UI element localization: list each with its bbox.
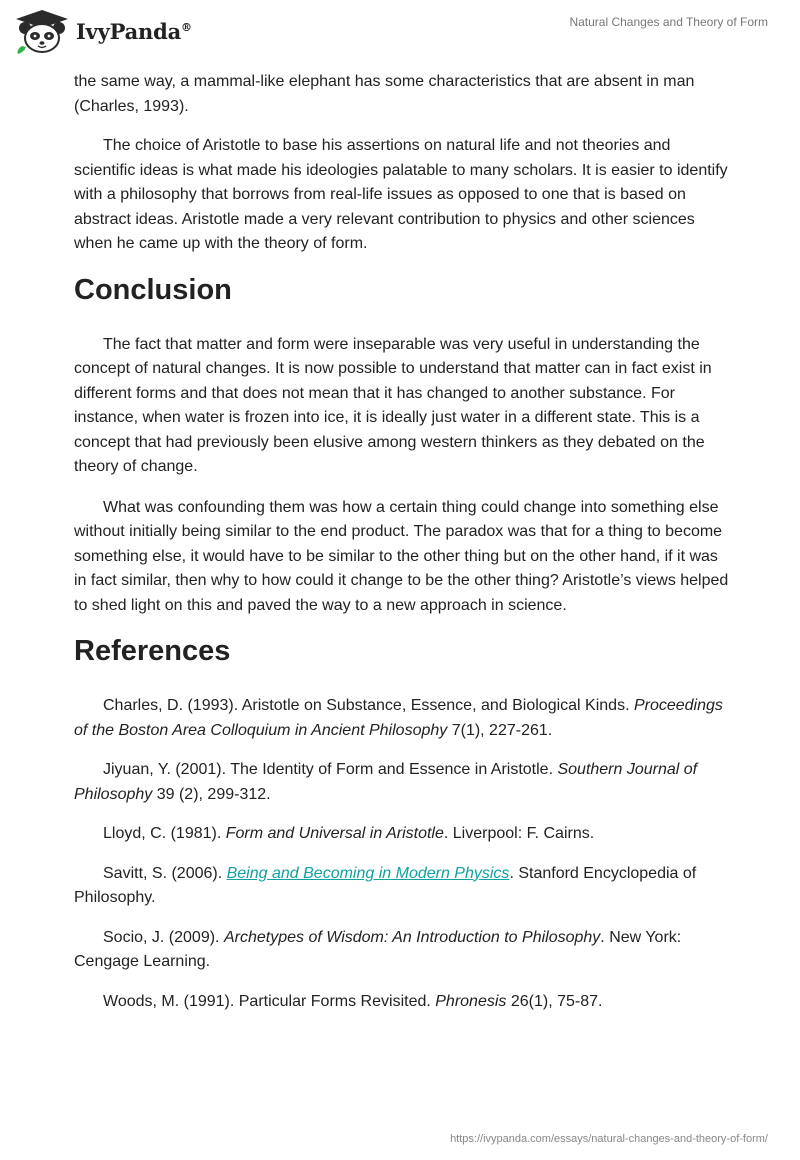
source-url: https://ivypanda.com/essays/natural-changes-and-theory-of-form/ [450, 1133, 768, 1145]
references-heading: References [74, 635, 231, 667]
logo-wordmark [76, 19, 192, 44]
reference-source: Proceedings of the Boston Area Colloquium in Ancient Philosophy [74, 697, 723, 739]
reference-text: 39 (2), 299-312. [152, 785, 271, 803]
reference-source: Form and Universal in Aristotle [225, 825, 444, 842]
reference-text: Woods, M. (1991). Particular Forms Revisited. [103, 992, 436, 1010]
reference-source: Southern Journal of Philosophy [74, 761, 698, 803]
reference-source: Archetypes of Wisdom: An Introduction to Philosophy [223, 928, 601, 946]
reference-text: Charles, D. (1993). Aristotle on Substance, Essence, and Biological Kinds. [103, 697, 634, 714]
essay-content [74, 70, 734, 1029]
document-title: Natural Changes and Theory of Form [569, 15, 768, 29]
reference-text: 26(1), 75-87. [506, 992, 603, 1010]
reference-item [74, 822, 734, 847]
reference-text: Jiyuan, Y. (2001). The Identity of Form and Essence in Aristotle. [103, 761, 558, 778]
registered-mark: ® [181, 20, 192, 34]
reference-text: . Stanford Encyclopedia of Philosophy. [74, 864, 697, 906]
reference-item [74, 990, 734, 1015]
paragraph-continued: the same way, a mammal-like elephant has some characteristics that are absent in man (Charles, 1993). [74, 73, 695, 115]
reference-text: 7(1), 227-261. [447, 721, 553, 739]
reference-text: Savitt, S. (2006). [103, 864, 227, 882]
reference-item [74, 758, 734, 807]
reference-text: . Liverpool: F. Cairns. [443, 825, 595, 842]
reference-text: . New York: Cengage Learning. [74, 928, 682, 970]
reference-item [74, 694, 734, 743]
conclusion-heading: Conclusion [74, 273, 232, 306]
reference-link[interactable]: Being and Becoming in Modern Physics [226, 864, 510, 882]
ivypanda-logo[interactable] [14, 8, 192, 54]
paragraph: The choice of Aristotle to base his assertions on natural life and not theories and scientific ideas is what made his ideologies palatable to many scholars. It is easier to identify with a philosophy that borrows from real-life issues as opposed to one that is based on abstract ideas. Aristotle made a very relevant contribution to physics and other sciences when he came up with the theory of form. [74, 137, 728, 252]
reference-text: Lloyd, C. (1981). [103, 825, 226, 842]
reference-source: Phronesis [435, 992, 507, 1010]
reference-item [74, 926, 734, 975]
paragraph: What was confounding them was how a certain thing could change into something else without initially being similar to the end product. The paradox was that for a thing to become something else, it would have to be similar to the other thing but on the other hand, if it was in fact similar, then why to how could it change to be the other thing? Aristotle’s views helped to shed light on this and paved the way to a new approach in science. [74, 498, 729, 614]
reference-item [74, 862, 734, 911]
reference-text: Socio, J. (2009). [103, 928, 224, 946]
paragraph: The fact that matter and form were inseparable was very useful in understanding the concept of natural changes. It is now possible to understand that matter can in fact exist in different forms and that does not mean that it has changed to another substance. For instance, when water is frozen into ice, it is ideally just water in a different state. This is a concept that had previously been elusive among western thinkers as they debated on the theory of change. [74, 335, 712, 475]
page-header [0, 0, 800, 70]
logo-text: IvyPanda [76, 18, 182, 44]
panda-logo-icon [14, 8, 70, 54]
